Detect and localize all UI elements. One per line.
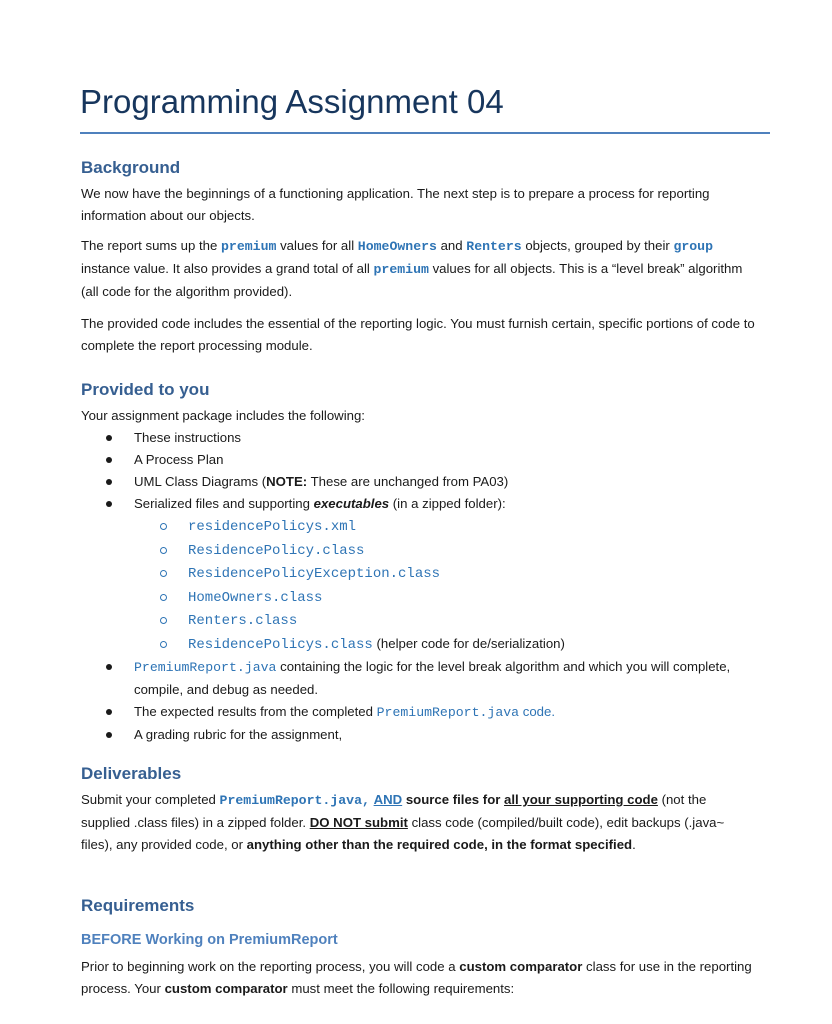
requirements-subheading: BEFORE Working on PremiumReport	[81, 932, 338, 948]
page-title: Programming Assignment 04	[80, 80, 770, 134]
list-item: The expected results from the completed PremiumReport.java code.	[106, 701, 766, 724]
background-heading: Background	[81, 158, 181, 177]
provided-list	[106, 427, 766, 746]
file-item: Renters.class	[134, 609, 766, 633]
file-item: ResidencePolicyException.class	[134, 562, 766, 586]
list-item: A grading rubric for the assignment,	[106, 724, 766, 746]
deliverables-heading: Deliverables	[81, 764, 182, 783]
deliverables-paragraph: Submit your completed PremiumReport.java, AND source files for all your supporting code (not the supplied .class files) in a zipped folder. DO NOT submit class code (compiled/built code), edit backups (.java~ files), any provided code, or anything other than the required code, in the format specified.	[81, 792, 725, 852]
file-item: ResidencePolicy.class	[134, 539, 766, 563]
requirements-paragraph: Prior to beginning work on the reporting process, you will code a custom comparator class for use in the reporting process. Your custom comparator must meet the following requirements:	[81, 959, 752, 996]
list-item: UML Class Diagrams (NOTE: These are unchanged from PA03)	[106, 471, 766, 493]
list-item: PremiumReport.java containing the logic for the level break algorithm and which you will complete, compile, and debug as needed.	[106, 656, 766, 701]
list-item: A Process Plan	[106, 449, 766, 471]
background-paragraph-2: The report sums up the premium values for all HomeOwners and Renters objects, grouped by their group instance value. It also provides a grand total of all premium values for all objects. This is a “level break” algorithm (all code for the algorithm provided).	[81, 238, 743, 299]
list-item: These instructions	[106, 427, 766, 449]
file-sublist	[134, 515, 766, 656]
file-item: residencePolicys.xml	[134, 515, 766, 539]
provided-intro: Your assignment package includes the following:	[81, 408, 365, 423]
file-item: HomeOwners.class	[134, 586, 766, 610]
background-paragraph-1: We now have the beginnings of a functioning application. The next step is to prepare a process for reporting information about our objects.	[81, 186, 710, 223]
requirements-heading: Requirements	[81, 896, 195, 915]
file-item: ResidencePolicys.class (helper code for de/serialization)	[134, 633, 766, 657]
provided-heading: Provided to you	[81, 380, 210, 399]
list-item: Serialized files and supporting executables (in a zipped folder): residencePolicys.xml ResidencePolicy.class ResidencePolicyException.class HomeOwners.class Renters.class ResidencePolicys.class (helper code for de/serialization)	[106, 493, 766, 656]
background-paragraph-3: The provided code includes the essential of the reporting logic. You must furnish certain, specific portions of code to complete the report processing module.	[81, 316, 755, 353]
